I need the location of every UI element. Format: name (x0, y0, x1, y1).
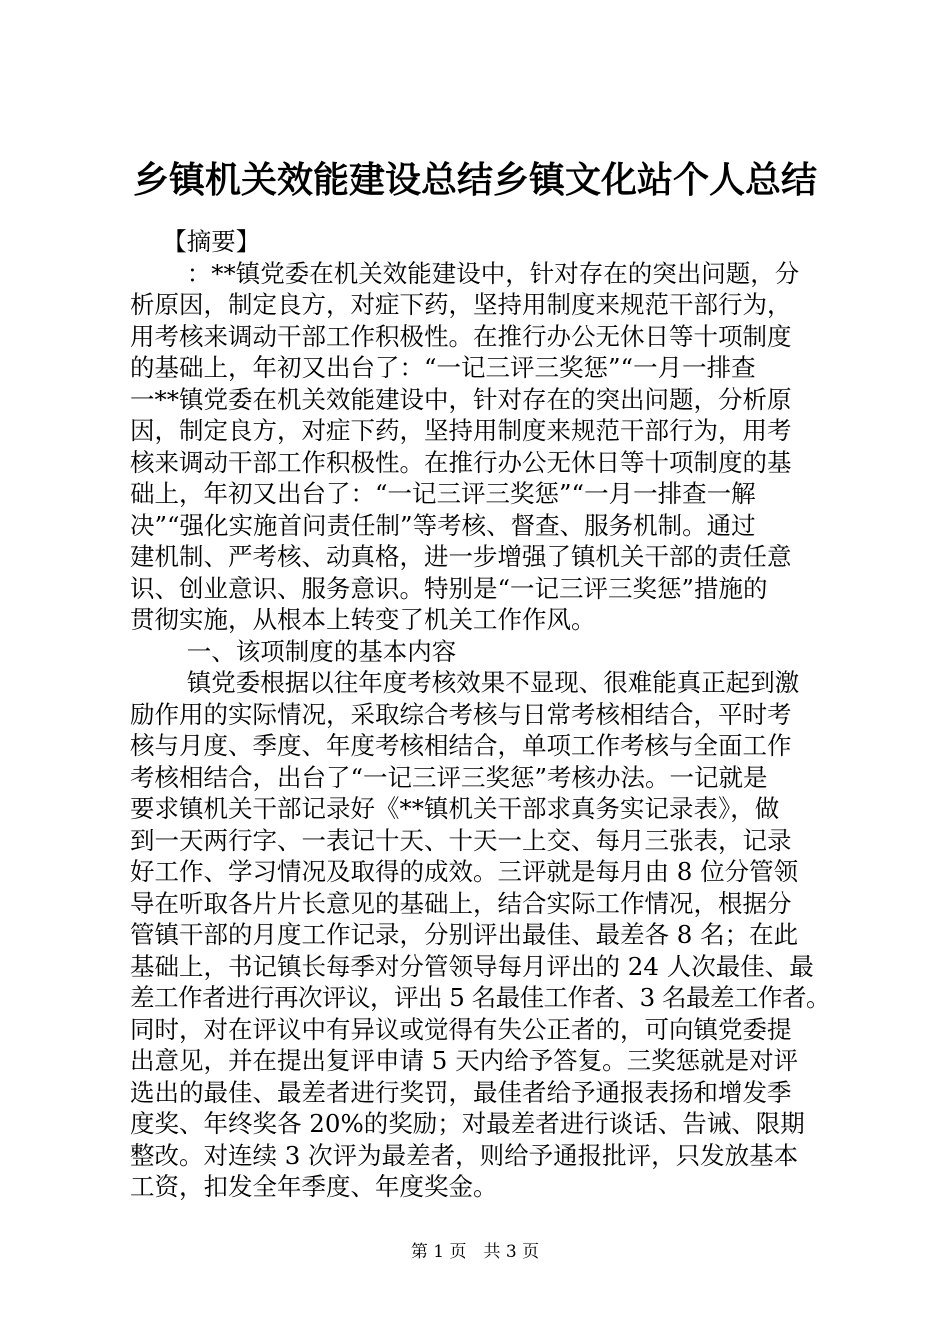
body-line: 基础上，书记镇长每季对分管领导每月评出的 24 人次最佳、最 (130, 951, 814, 981)
body-line: 工资，扣发全年季度、年度奖金。 (130, 1172, 498, 1201)
body-line: 析原因，制定良方，对症下药，坚持用制度来规范干部行为， (130, 290, 792, 319)
body-line: 镇党委根据以往年度考核效果不显现、很难能真正起到激 (130, 668, 800, 697)
body-line: 要求镇机关干部记录好《**镇机关干部求真务实记录表》，做 (130, 794, 780, 823)
body-line: 建机制、严考核、动真格，进一步增强了镇机关干部的责任意 (130, 542, 792, 571)
body-line: 出意见，并在提出复评申请 5 天内给予答复。三奖惩就是对评 (130, 1046, 799, 1075)
body-line: 同时，对在评议中有异议或觉得有失公正者的，可向镇党委提 (130, 1014, 792, 1044)
body-line: 导在听取各片片长意见的基础上，结合实际工作情况，根据分 (130, 888, 792, 918)
body-line: 核与月度、季度、年度考核相结合，单项工作考核与全面工作 (130, 731, 792, 760)
document-title: 乡镇机关效能建设总结乡镇文化站个人总结 (132, 159, 817, 201)
body-line: 管镇干部的月度工作记录，分别评出最佳、最差各 8 名；在此 (130, 920, 799, 949)
body-line: 决”“强化实施首问责任制”等考核、督查、服务机制。通过 (130, 510, 756, 540)
body-line: ：**镇党委在机关效能建设中，针对存在的突出问题，分 (130, 258, 800, 288)
body-line: 识、创业意识、服务意识。特别是“一记三评三奖惩”措施的 (130, 573, 768, 603)
document-body (130, 226, 830, 1203)
body-line: 用考核来调动干部工作积极性。在推行办公无休日等十项制度 (130, 321, 792, 351)
body-line: 度奖、年终奖各 20%的奖励；对最差者进行谈话、告诫、限期 (130, 1109, 805, 1138)
body-line: 核来调动干部工作积极性。在推行办公无休日等十项制度的基 (130, 447, 792, 477)
body-line: 一、该项制度的基本内容 (130, 636, 457, 666)
body-line: 选出的最佳、最差者进行奖罚，最佳者给予通报表扬和增发季 (130, 1077, 792, 1107)
body-line: 的基础上，年初又出台了：“一记三评三奖惩”“一月一排查 (130, 353, 756, 382)
body-line: 因，制定良方，对症下药，坚持用制度来规范干部行为，用考 (130, 416, 792, 445)
body-line: 差工作者进行再次评议，评出 5 名最佳工作者、3 名最差工作者。 (130, 983, 831, 1012)
body-line: 础上，年初又出台了：“一记三评三奖惩”“一月一排查一解 (130, 479, 756, 508)
body-line: 整改。对连续 3 次评为最差者，则给予通报批评，只发放基本 (130, 1140, 799, 1170)
body-line: 到一天两行字、一表记十天、十天一上交、每月三张表，记录 (130, 825, 792, 855)
body-line: 贯彻实施，从根本上转变了机关工作作风。 (130, 605, 596, 634)
body-line: 励作用的实际情况，采取综合考核与日常考核相结合，平时考 (130, 699, 792, 729)
page-footer: 第 1 页 共 3 页 (410, 1242, 540, 1262)
body-line: 好工作、学习情况及取得的成效。三评就是每月由 8 位分管领 (130, 857, 799, 886)
body-line: 【摘要】 (130, 227, 261, 256)
body-line: 一**镇党委在机关效能建设中，针对存在的突出问题，分析原 (130, 384, 792, 414)
body-line: 考核相结合，出台了“一记三评三奖惩”考核办法。一记就是 (130, 762, 768, 792)
